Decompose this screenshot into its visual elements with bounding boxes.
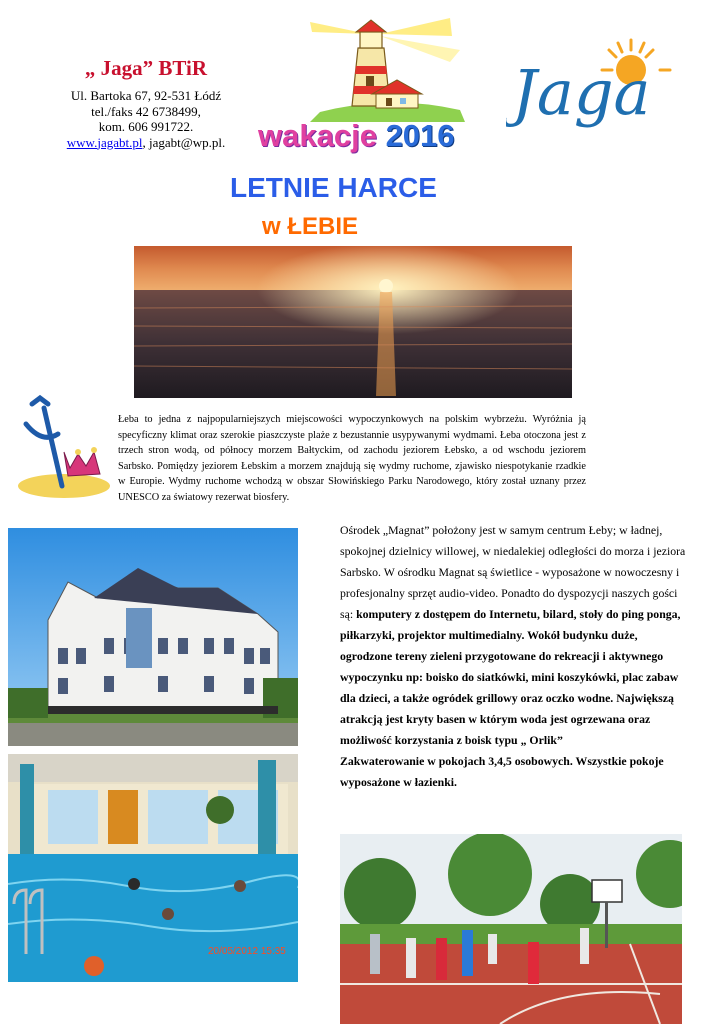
accommodation-text: Zakwaterowanie w pokojach 3,4,5 osobowych. Wszystkie pokoje wyposażone w łazienki. — [340, 754, 664, 789]
offer-highlights: komputery z dostępem do Internetu, bilard, stoły do ping ponga, piłkarzyki, projektor multimedialny. Wokół budynku duże, ogrodzone tereny zieleni przygotowane do rekreacji i aktywnego wypoczynku np: boisko do siatkówki, mini koszykówki, plac zabaw dla dzieci, a także ogródek grillowy oraz oczko wodne. Największą atrakcją jest kryty basen w którym woda jest ogrzewana oraz możliwość korzystania z boisk typu „ Orlik” — [340, 607, 681, 747]
wakacje-word: wakacje — [258, 118, 377, 153]
phone-fax: tel./faks 42 6738499, — [91, 103, 201, 119]
website-link[interactable]: www.jagabt.pl — [66, 134, 143, 150]
address: Ul. Bartoka 67, 92-531 Łódź — [70, 88, 222, 103]
page-title: LETNIE HARCE — [230, 172, 437, 203]
wakacje-banner — [258, 118, 468, 154]
company-contact — [48, 56, 244, 150]
offer-paragraph-1 — [340, 520, 686, 751]
sports-field-photo — [340, 834, 682, 1024]
company-name: „ Jaga” BTiR — [84, 56, 208, 80]
contact-line — [48, 135, 244, 151]
pool-photo — [8, 754, 298, 982]
anchor-crown-icon — [12, 394, 112, 506]
lighthouse-icon — [300, 14, 470, 126]
mobile-phone: kom. 606 991722. — [98, 119, 194, 134]
year: 2016 — [385, 118, 455, 153]
logo-text: Jaga — [512, 56, 651, 129]
offer-paragraph — [340, 520, 686, 793]
page-subtitle: w ŁEBIE — [262, 213, 359, 240]
sunset-photo — [134, 246, 572, 398]
offer-text: Ośrodek „Magnat” położony jest w samym centrum Łeby; w ładnej, spokojnej dzielnicy willowej, w niedalekiej odległości do morza i jeziora Sarbsko. W ośrodku Magnat są świetlice - wyposażone w nowoczesny i profesjonalny sprzęt audio-video. Ponadto do dyspozycji naszych gości są: — [340, 523, 686, 621]
jaga-logo — [506, 26, 686, 138]
hotel-photo — [8, 528, 298, 746]
photo-timestamp: 20/05/2012 15:35 — [208, 946, 286, 957]
intro-paragraph: Łeba to jedna z najpopularniejszych miejscowości wypoczynkowych na polskim wybrzeżu. Wyróżnia ją specyficzny klimat oraz szerokie piaszczyste plaże z bezustannie usypywanymi wydmami. Łeba otoczona jest z trzech stron wodą, od północy morzem Bałtyckim, od zachodu jeziorem Łebsko, a od wschodu jeziorem Sarbsko. Pomiędzy jeziorem Łebskim a morzem znajdują się wydmy ruchome, zjawisko niespotykanie rzadkie w Europie. Wydmy ruchome wchodzą w obszar Słowińskiego Parku Narodowego, który został uznany przez UNESCO za światowy rezerwat biosfery. — [118, 414, 586, 503]
email-text: , jagabt@wp.pl. — [142, 134, 226, 150]
